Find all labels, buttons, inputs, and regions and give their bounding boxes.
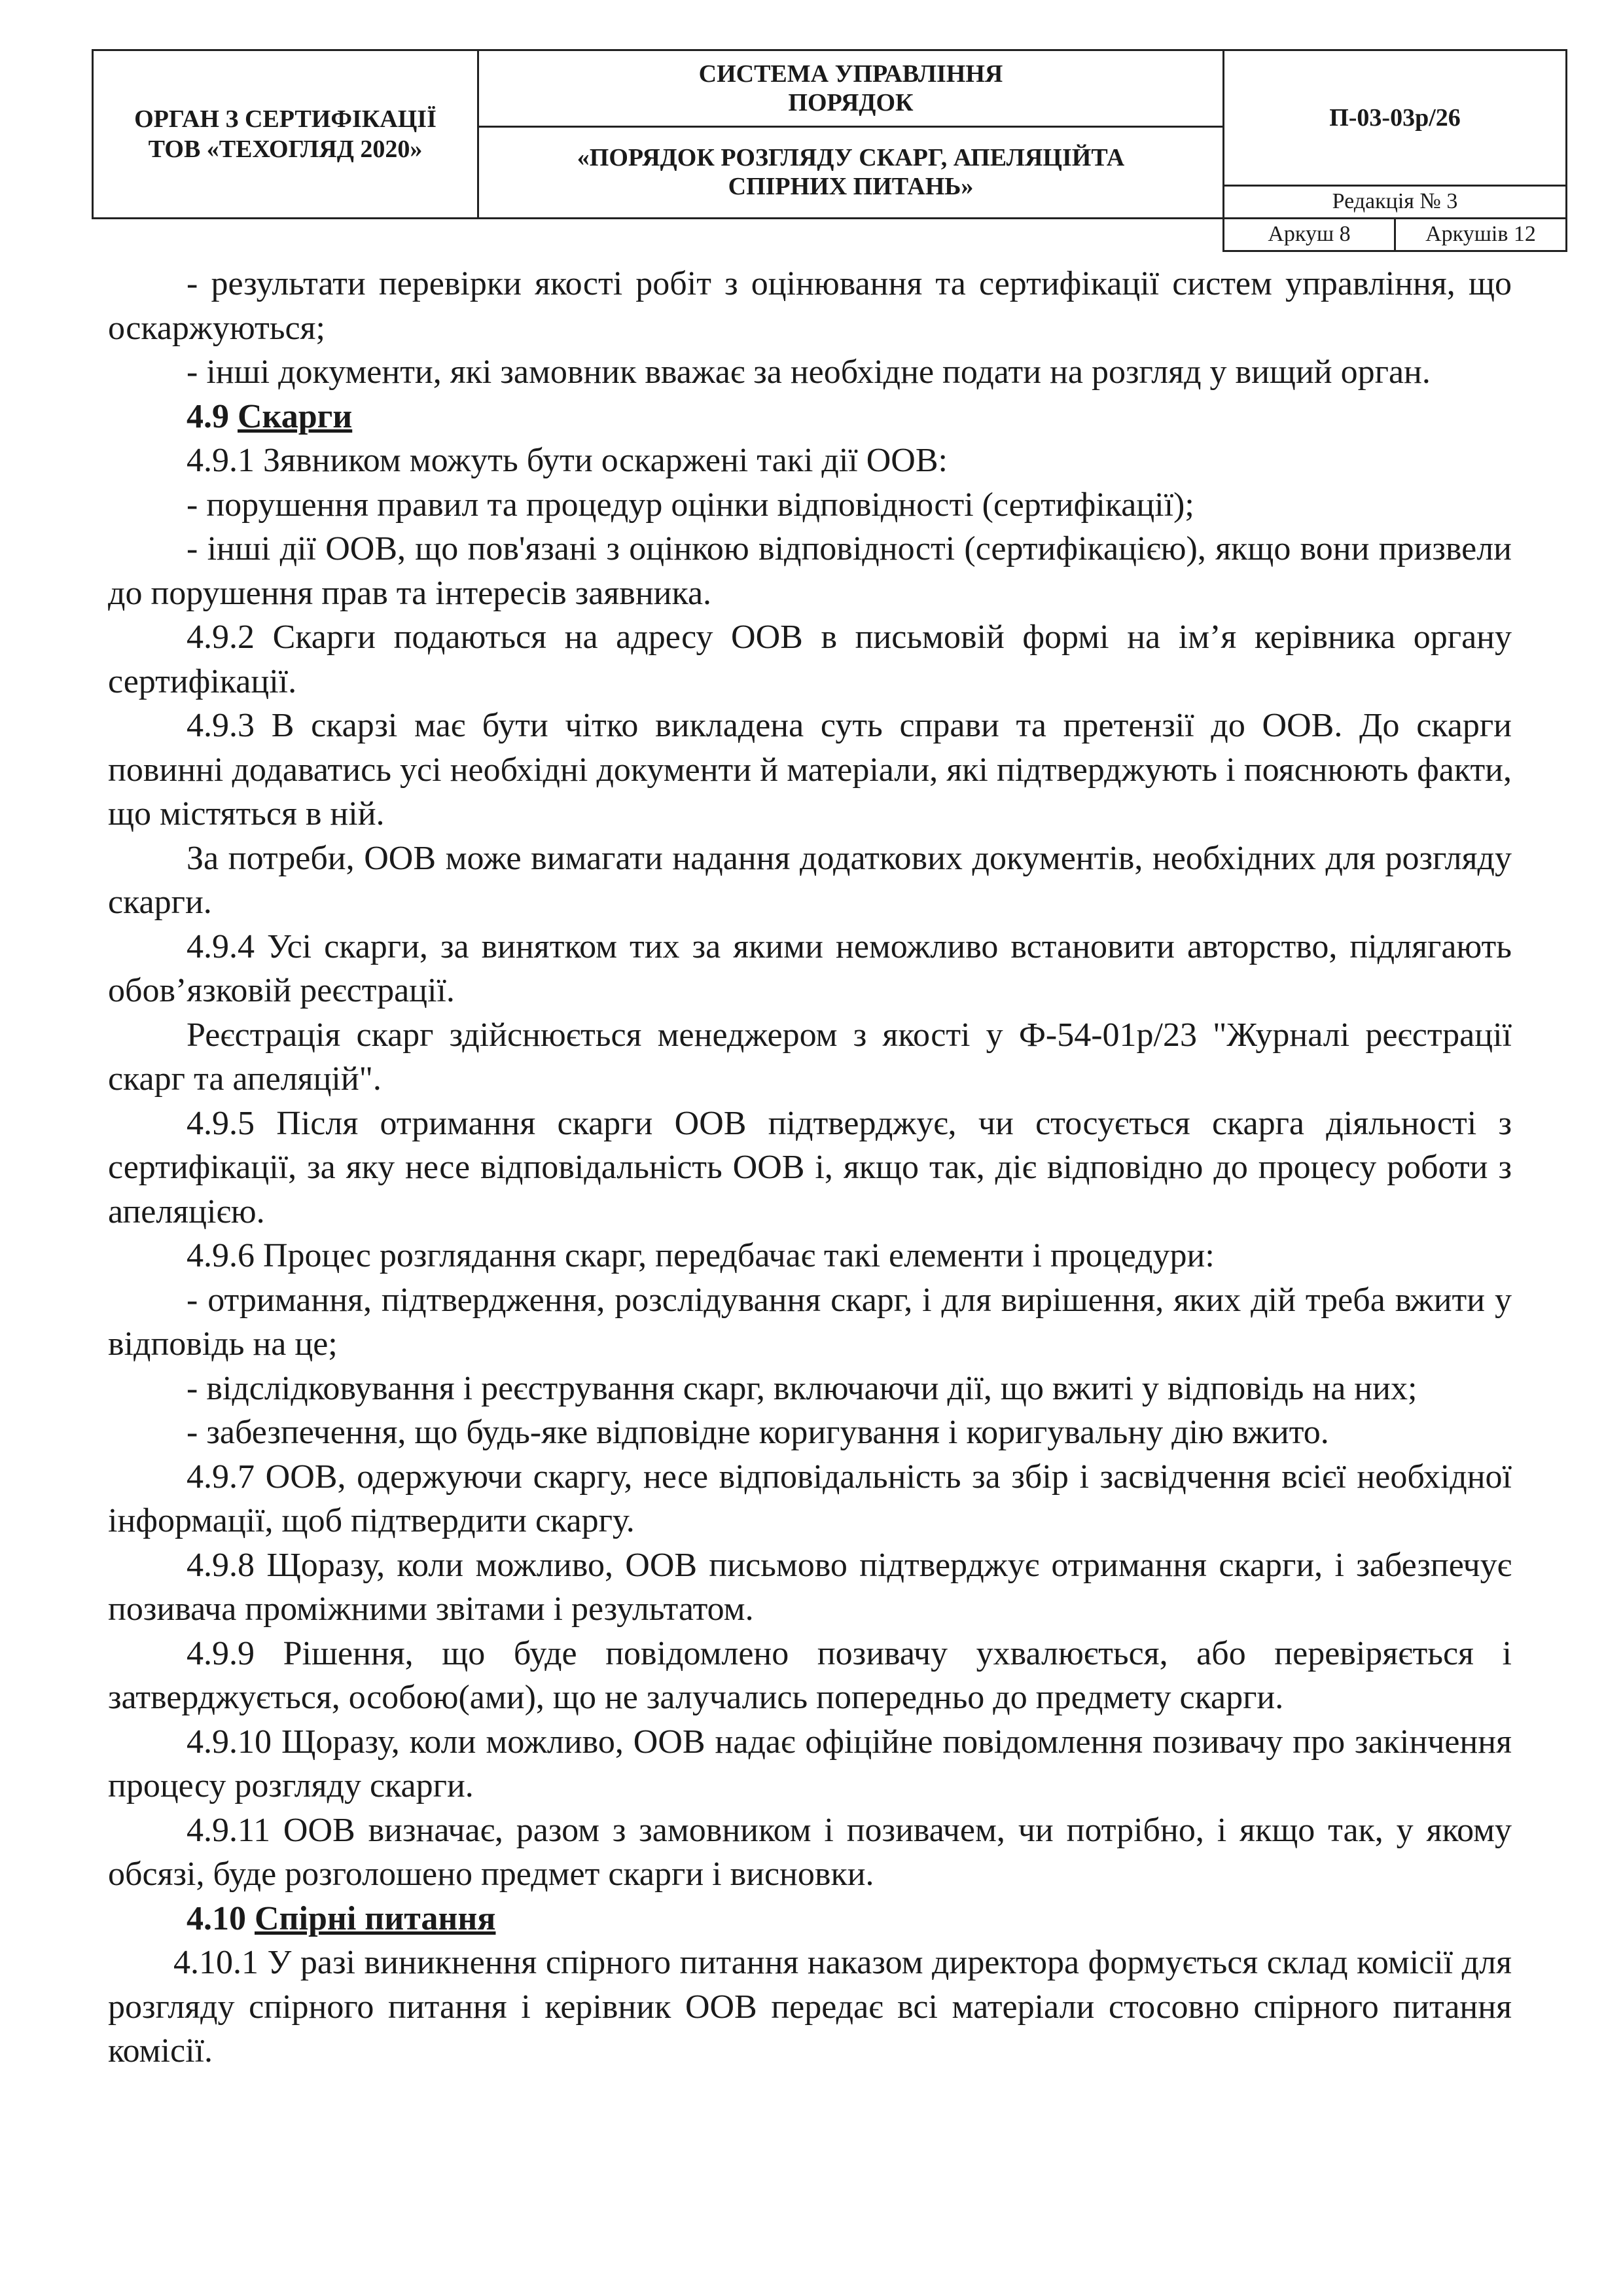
sheets-total-cell [1395,218,1567,251]
section-heading-4-10 [108,1897,1512,1941]
paragraph: - порушення правил та процедур оцінки відповідності (сертифікації); [187,486,1194,524]
paragraph: - відслідковування і реєстрування скарг, включаючи дії, що вжиті у відповідь на них; [187,1369,1418,1407]
org-name-line1: ОРГАН З СЕРТИФІКАЦІЇ [134,105,437,133]
document-header [92,49,1567,252]
doc-code-cell [1224,50,1567,186]
doc-title-line2: СПІРНИХ ПИТАНЬ» [728,173,974,201]
paragraph: - інші дії ООВ, що пов'язані з оцінкою відповідності (сертифікацією), якщо вони призвели до порушення прав та інтересів заявника. [108,530,1512,612]
certification-body-cell [93,50,478,219]
doc-code: П-03-03р/26 [1329,104,1461,132]
section-number: 4.10 [187,1899,246,1937]
document-body [108,262,1512,2073]
system-cell [478,50,1224,127]
paragraph: 4.9.8 Щоразу, коли можливо, ООВ письмово підтверджує отримання скарги, і забезпечує позивача проміжними звітами і результатом. [108,1546,1512,1628]
system-line1: СИСТЕМА УПРАВЛІННЯ [698,60,1003,88]
section-number: 4.9 [187,397,229,435]
revision: Редакція № 3 [1332,189,1458,214]
paragraph: 4.10.1 У разі виникнення спірного питання наказом директора формується склад комісії для розгляду спірного питання і керівник ООВ передає всі матеріали стосовно спірного питання комісії. [108,1944,1512,2070]
revision-cell [1224,186,1567,218]
paragraph: - результати перевірки якості робіт з оцінювання та сертифікації систем управління, що оскаржуються; [108,265,1512,347]
paragraph: 4.9.3 В скарзі має бути чітко викладена суть справи та претензії до ООВ. До скарги повинні додаватись усі необхідні документи й матеріали, які підтверджують і пояснюють факти, що містяться в ній. [108,707,1512,833]
paragraph: - інші документи, які замовник вважає за необхідне подати на розгляд у вищий орган. [187,353,1431,391]
paragraph: 4.9.4 Усі скарги, за винятком тих за якими неможливо встановити авторство, підлягають обов’язковій реєстрації. [108,927,1512,1009]
section-title: Скарги [238,397,353,435]
system-line2: ПОРЯДОК [788,88,914,117]
paragraph: - забезпечення, що будь-яке відповідне коригування і коригувальну дію вжито. [187,1414,1329,1451]
paragraph: 4.9.2 Скарги подаються на адресу ООВ в письмовій формі на ім’я керівника органу сертифікації. [108,619,1512,700]
paragraph: 4.9.7 ООВ, одержуючи скаргу, несе відповідальність за збір і засвідчення всієї необхідної інформації, щоб підтвердити скаргу. [108,1458,1512,1539]
paragraph: 4.9.5 Після отримання скарги ООВ підтверджує, чи стосується скарга діяльності з сертифікації, за яку несе відповідальність ООВ і, якщо так, діє відповідно до процесу роботи з апеляцією. [108,1104,1512,1230]
doc-title-line1: «ПОРЯДОК РОЗГЛЯДУ СКАРГ, АПЕЛЯЦІЙТА [577,144,1125,172]
doc-title-cell [478,126,1224,218]
paragraph: 4.9.1 Зявником можуть бути оскаржені такі дії ООВ: [187,442,948,479]
paragraph: 4.9.11 ООВ визначає, разом з замовником і позивачем, чи потрібно, і якщо так, у якому обсязі, буде розголошено предмет скарги і висновки. [108,1811,1512,1893]
section-title: Спірні питання [255,1899,496,1937]
sheet-cell [1224,218,1395,251]
paragraph: 4.9.9 Рішення, що буде повідомлено позивачу ухвалюється, або перевіряється і затверджується, особою(ами), що не залучались попередньо до предмету скарги. [108,1634,1512,1716]
paragraph: 4.9.10 Щоразу, коли можливо, ООВ надає офіційне повідомлення позивачу про закінчення процесу розгляду скарги. [108,1723,1512,1804]
section-heading-4-9 [108,395,1512,439]
paragraph: - отримання, підтвердження, розслідування скарг, і для вирішення, яких дій треба вжити у відповідь на це; [108,1281,1512,1363]
paragraph: За потреби, ООВ може вимагати надання додаткових документів, необхідних для розгляду скарги. [108,839,1512,921]
org-name-line2: ТОВ «ТЕХОГЛЯД 2020» [148,135,423,163]
paragraph: Реєстрація скарг здійснюється менеджером з якості у Ф-54-01р/23 "Журналі реєстрації скарг та апеляцій". [108,1016,1512,1098]
sheets-total: Аркушів 12 [1425,222,1536,247]
sheet-number: Аркуш 8 [1268,222,1351,247]
paragraph: 4.9.6 Процес розглядання скарг, передбачає такі елементи і процедури: [187,1237,1215,1274]
